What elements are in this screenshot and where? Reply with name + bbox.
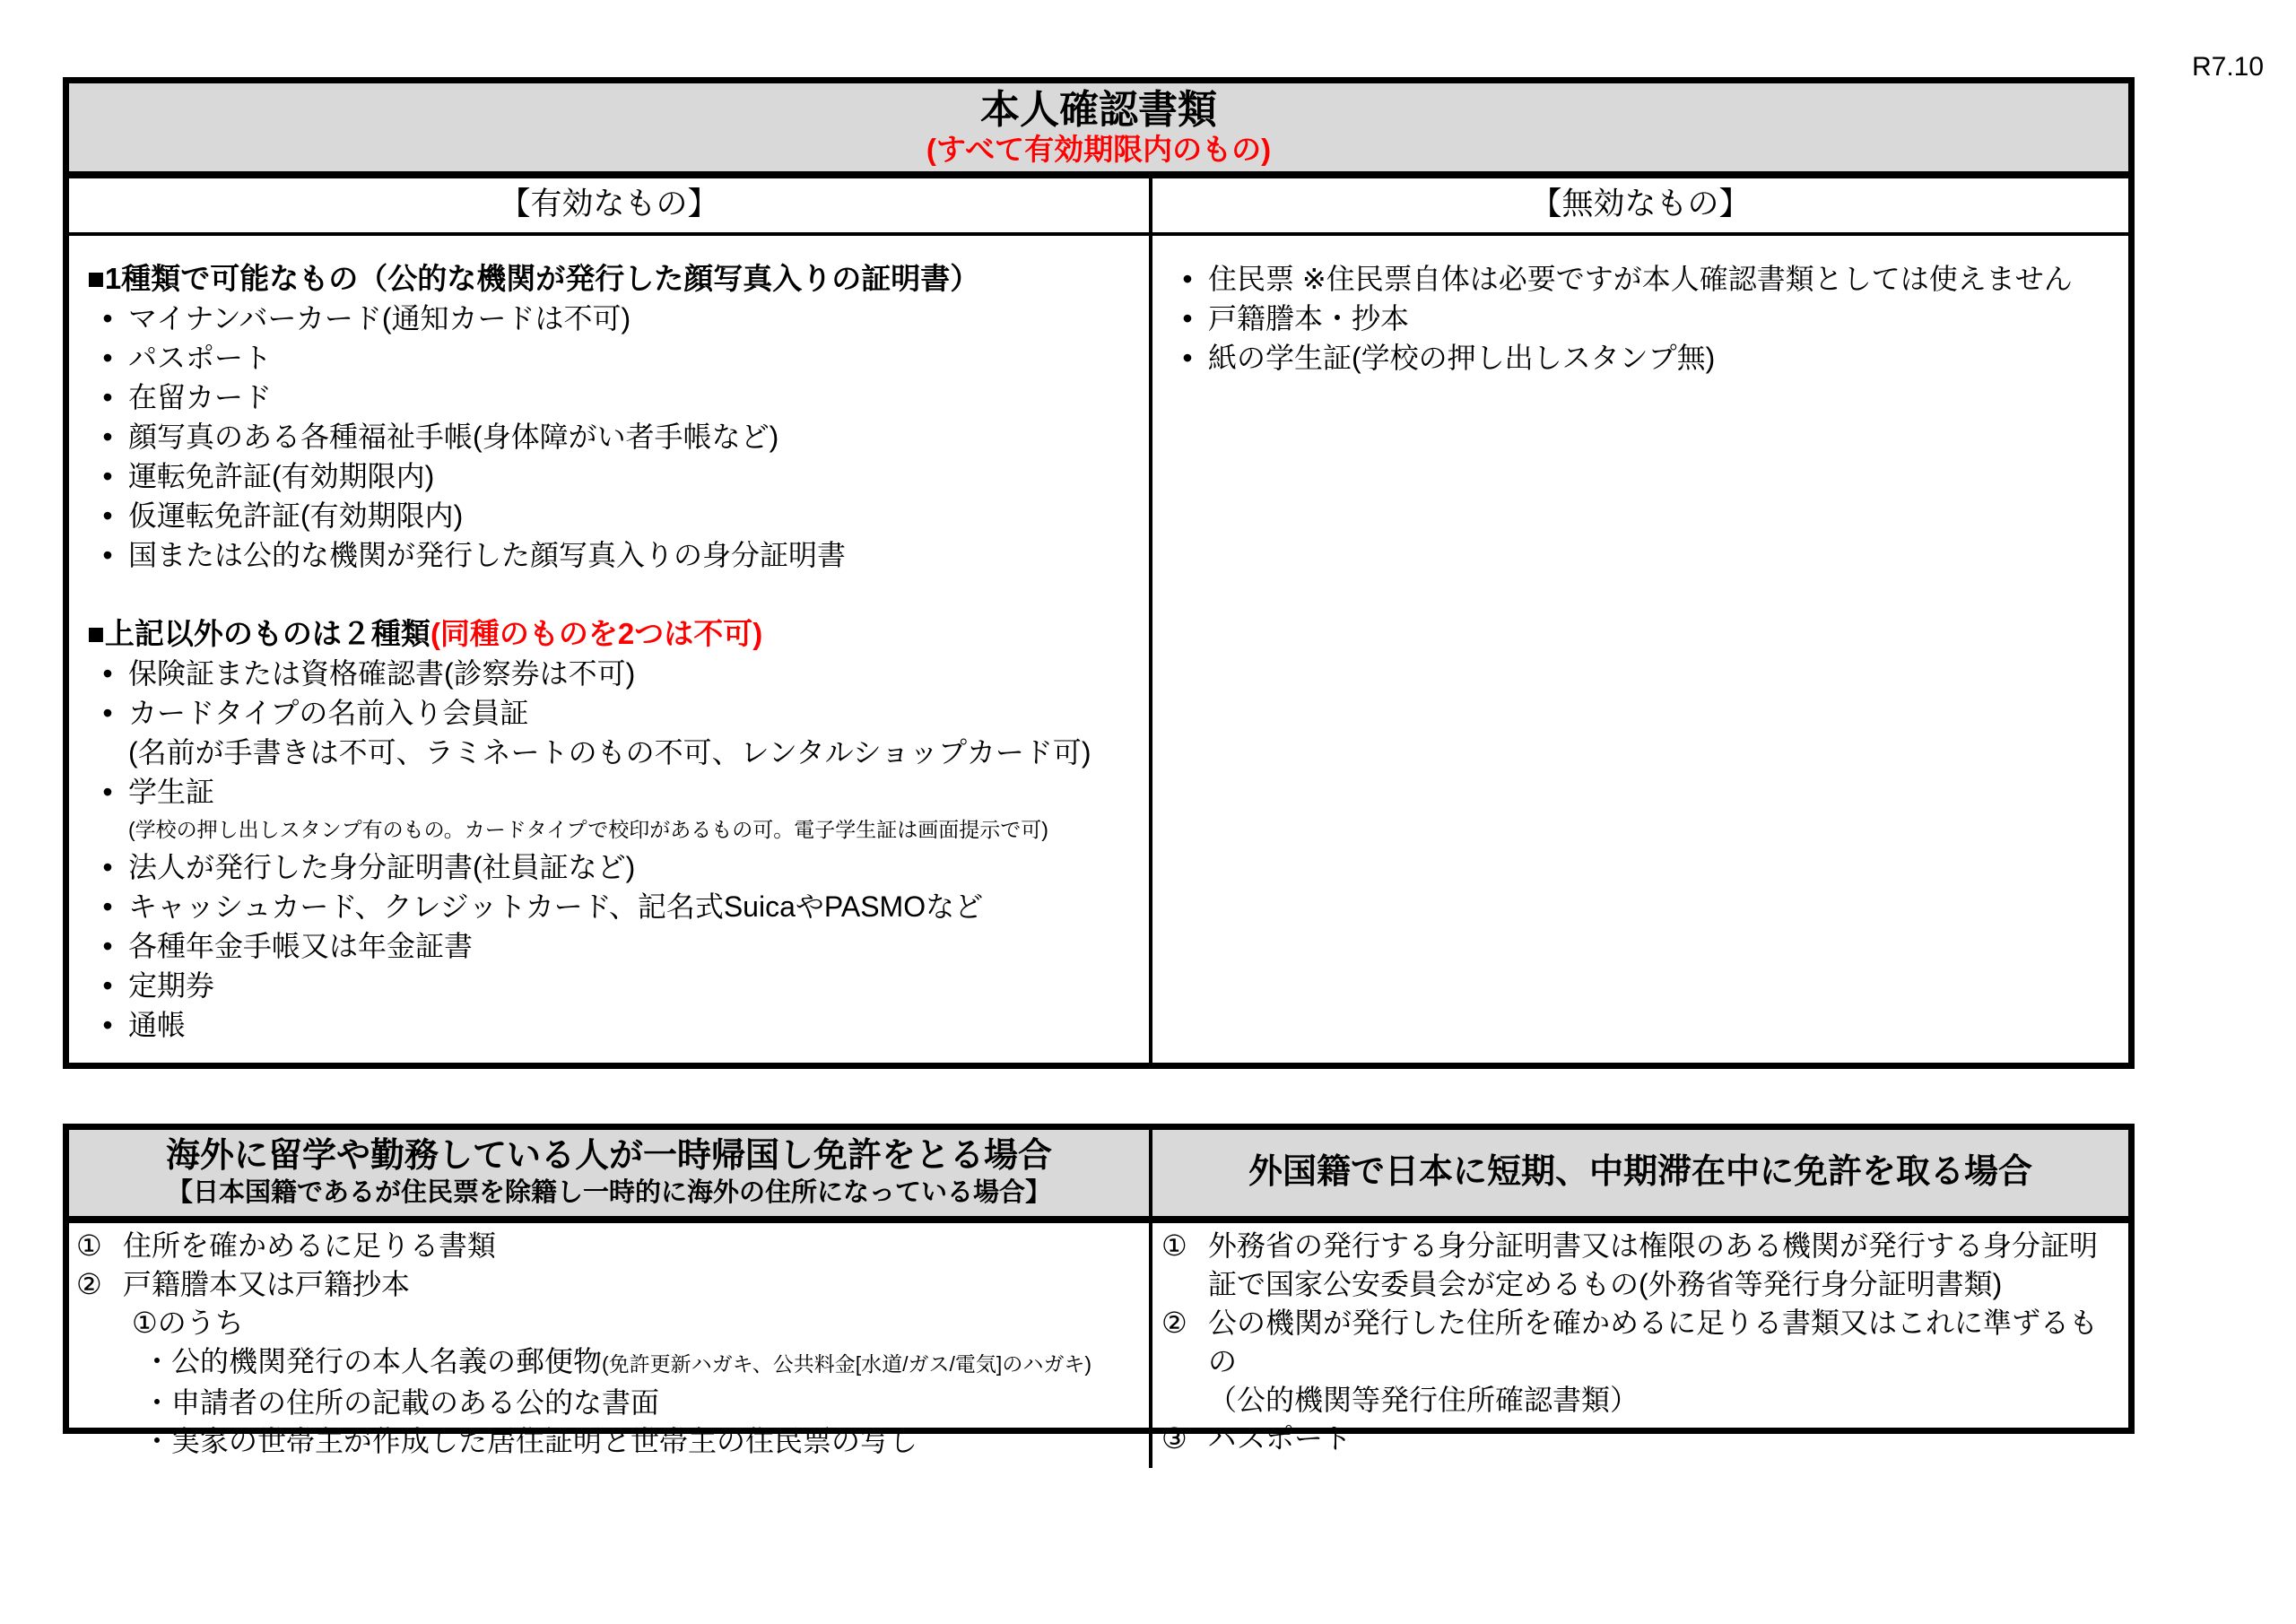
- numbered-item-text: 戸籍謄本又は戸籍抄本: [123, 1268, 411, 1300]
- list-item-text: 法人が発行した身分証明書(社員証など): [128, 851, 636, 883]
- numbered-item: [1161, 1420, 2119, 1458]
- list-item: [87, 535, 1142, 575]
- list-item: [87, 654, 1142, 693]
- invalid-column-header: 【無効なもの】: [1530, 187, 1751, 221]
- list-item-text: 定期券: [128, 969, 215, 1002]
- section2-list: [87, 654, 1142, 1045]
- bullet-marker: •: [102, 342, 113, 374]
- overseas-case-cell: [69, 1223, 1152, 1468]
- list-item: [1167, 338, 2121, 378]
- page-title: 本人確認書類: [980, 88, 1217, 132]
- numbered-item: [76, 1265, 1144, 1304]
- list-item: [87, 456, 1142, 496]
- list-item: [87, 378, 1142, 417]
- list-item-text: マイナンバーカード(通知カードは不可): [128, 302, 631, 334]
- list-item-text: カードタイプの名前入り会員証: [128, 697, 529, 729]
- foreign-case-cell: [1152, 1223, 2128, 1468]
- bullet-marker: •: [102, 421, 113, 453]
- foreign-case-header: [1152, 1130, 2128, 1216]
- bullet-marker: •: [102, 697, 113, 729]
- list-item-subline: [87, 812, 1142, 847]
- circled-number-marker: ①: [76, 1229, 102, 1262]
- circled-number-marker: ②: [76, 1268, 102, 1300]
- list-item-text: 戸籍謄本・抄本: [1208, 302, 1410, 334]
- overseas-case-subtitle: 【日本国籍であるが住民票を除籍し一時的に海外の住所になっている場合】: [166, 1178, 1051, 1207]
- list-item-text: 顔写真のある各種福祉手帳(身体障がい者手帳など): [128, 421, 779, 453]
- list-item-subline: [87, 733, 1142, 772]
- bullet-marker: •: [102, 930, 113, 962]
- sub-list-item-text: ・公的機関発行の本人名義の郵便物: [143, 1345, 603, 1377]
- bullet-marker: •: [102, 460, 113, 492]
- circled-number-marker: ①: [1161, 1229, 1187, 1262]
- sub-list-item: [76, 1422, 1144, 1461]
- list-item: [87, 338, 1142, 378]
- sub-list-item: [76, 1342, 1144, 1384]
- bullet-marker: •: [102, 499, 113, 532]
- list-item-text: 国または公的な機関が発行した顔写真入りの身分証明書: [128, 539, 847, 571]
- numbered-item-subline: （公的機関等発行住所確認書類）: [1208, 1384, 1639, 1416]
- list-item: [87, 772, 1142, 812]
- numbered-item-text: 公の機関が発行した住所を確かめるに足りる書類又はこれに準ずるもの: [1208, 1307, 2099, 1377]
- list-item: [87, 417, 1142, 456]
- list-item-text: 保険証または資格確認書(診察券は不可): [128, 657, 636, 690]
- bullet-marker: •: [1182, 302, 1193, 334]
- list-item-text: 在留カード: [128, 381, 273, 413]
- sub-list-item-text: ・実家の世帯主が作成した居住証明と世帯主の住民票の写し: [143, 1425, 918, 1457]
- section2-heading-black: ■上記以外のものは２種類: [87, 617, 430, 650]
- list-item: [1167, 299, 2121, 338]
- list-item-text: 運転免許証(有効期限内): [128, 460, 435, 492]
- bullet-marker: •: [102, 539, 113, 571]
- sub-list-item-note: (免許更新ハガキ、公共料金[水道/ガス/電気]のハガキ): [602, 1352, 1091, 1376]
- table-title-band: [69, 83, 2128, 178]
- list-item: [87, 926, 1142, 966]
- circled-number-marker: ③: [1161, 1422, 1187, 1455]
- section1-heading: ■1種類で可能なもの（公的な機関が発行した顔写真入りの証明書）: [87, 262, 980, 295]
- numbered-item: [1161, 1304, 2119, 1381]
- case-table-body: [69, 1223, 2128, 1457]
- valid-column-header: 【有効なもの】: [69, 178, 1152, 232]
- list-item-text: 通帳: [128, 1009, 187, 1041]
- list-item-text: 仮運転免許証(有効期限内): [128, 499, 464, 532]
- numbered-item-text: 外務省の発行する身分証明書又は権限のある機関が発行する身分証明証で国家公安委員会が定めるもの(外務省等発行身分証明書類): [1208, 1229, 2099, 1300]
- numbered-item: [1161, 1227, 2119, 1304]
- sub-list-item-text: ・申請者の住所の記載のある公的な書面: [143, 1386, 660, 1419]
- invalid-documents-cell: [1152, 236, 2128, 1063]
- list-item-note: (名前が手書きは不可、ラミネートのもの不可、レンタルショップカード可): [128, 736, 1091, 769]
- list-item-text: 各種年金手帳又は年金証書: [128, 930, 474, 962]
- bullet-marker: •: [1182, 342, 1193, 374]
- list-item-text: キャッシュカード、クレジットカード、記名式SuicaやPASMOなど: [128, 890, 984, 923]
- overseas-case-title: 海外に留学や勤務している人が一時帰国し免許をとる場合: [165, 1137, 1052, 1175]
- list-item-text: 紙の学生証(学校の押し出しスタンプ無): [1208, 342, 1716, 374]
- circled-number-marker: ②: [1161, 1307, 1187, 1339]
- list-item-small-note: (学校の押し出しスタンプ有のもの。カードタイプで校印があるもの可。電子学生証は画面提示で可): [128, 818, 1048, 841]
- numbered-item: [76, 1227, 1144, 1265]
- overseas-case-header: [69, 1130, 1152, 1216]
- foreign-case-title: 外国籍で日本に短期、中期滞在中に免許を取る場合: [1248, 1153, 2032, 1191]
- bullet-marker: •: [1182, 263, 1193, 295]
- revision-label: R7.10: [2192, 52, 2265, 82]
- list-item-text: パスポート: [128, 342, 273, 374]
- bullet-marker: •: [102, 890, 113, 923]
- bullet-marker: •: [102, 969, 113, 1002]
- numbered-item-text: パスポート: [1208, 1422, 1352, 1455]
- special-cases-table: [63, 1124, 2135, 1457]
- bullet-marker: •: [102, 776, 113, 808]
- list-item: [87, 966, 1142, 1005]
- list-item: [87, 847, 1142, 887]
- list-item: [87, 693, 1142, 733]
- section-gap: [87, 575, 1142, 614]
- bullet-marker: •: [102, 302, 113, 334]
- bullet-marker: •: [102, 657, 113, 690]
- case-table-header-row: [69, 1130, 2128, 1223]
- table-body: [69, 236, 2128, 1063]
- list-item-text: 住民票 ※住民票自体は必要ですが本人確認書類としては使えません: [1208, 263, 2073, 295]
- list-item: [87, 1005, 1142, 1045]
- section2-heading-red-note: (同種のものを2つは不可): [430, 617, 763, 650]
- page-subtitle-red: (すべて有効期限内のもの): [926, 133, 1272, 166]
- list-item: [87, 496, 1142, 535]
- sub-list-heading: ①のうち: [132, 1307, 244, 1339]
- section1-list: [87, 299, 1142, 575]
- list-item-text: 学生証: [128, 776, 215, 808]
- list-item: [1167, 259, 2121, 299]
- invalid-list: [1167, 259, 2121, 378]
- list-item: [87, 887, 1142, 926]
- list-item: [87, 299, 1142, 338]
- bullet-marker: •: [102, 1009, 113, 1041]
- bullet-marker: •: [102, 851, 113, 883]
- valid-documents-cell: [69, 236, 1152, 1063]
- column-headers-row: [69, 178, 2128, 236]
- sub-list-item: [76, 1384, 1144, 1422]
- identity-documents-table: [63, 77, 2135, 1069]
- numbered-item-text: 住所を確かめるに足りる書類: [123, 1229, 497, 1262]
- section2-heading: [87, 614, 1142, 654]
- bullet-marker: •: [102, 381, 113, 413]
